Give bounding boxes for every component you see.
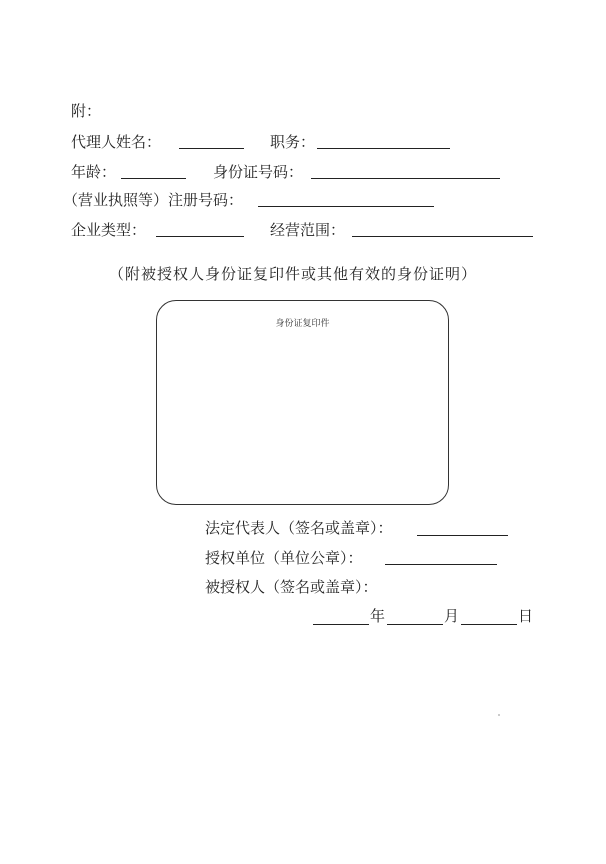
- authorizing-unit-blank[interactable]: [385, 564, 497, 565]
- legal-rep-label: 法定代表人（签名或盖章）：: [205, 519, 393, 537]
- business-scope-label: 经营范围：: [270, 221, 346, 239]
- agent-name-label: 代理人姓名：: [71, 133, 162, 151]
- month-blank[interactable]: [387, 624, 443, 625]
- company-type-label: 企业类型：: [71, 221, 147, 239]
- registration-label: （营业执照等）注册号码：: [63, 191, 244, 209]
- business-scope-blank[interactable]: [352, 236, 533, 237]
- year-blank[interactable]: [313, 624, 369, 625]
- scan-speck: [498, 714, 500, 716]
- day-label: 日: [518, 607, 534, 625]
- id-number-label: 身份证号码：: [213, 163, 304, 181]
- authorized-person-label: 被授权人（签名或盖章）：: [205, 578, 378, 596]
- age-label: 年龄：: [71, 163, 117, 181]
- day-blank[interactable]: [461, 624, 517, 625]
- attachment-label: 附：: [71, 102, 102, 120]
- company-type-blank[interactable]: [156, 236, 244, 237]
- position-blank[interactable]: [317, 148, 450, 149]
- id-copy-note: （附被授权人身份证复印件或其他有效的身份证明）: [109, 265, 478, 283]
- agent-name-blank[interactable]: [179, 148, 244, 149]
- registration-blank[interactable]: [258, 206, 434, 207]
- id-copy-box: [156, 300, 449, 505]
- id-copy-box-label: 身份证复印件: [275, 319, 330, 329]
- authorizing-unit-label: 授权单位（单位公章）：: [205, 549, 363, 567]
- age-blank[interactable]: [121, 178, 186, 179]
- id-number-blank[interactable]: [311, 178, 500, 179]
- month-label: 月: [444, 607, 460, 625]
- legal-rep-blank[interactable]: [417, 535, 508, 536]
- year-label: 年: [370, 607, 386, 625]
- position-label: 职务：: [270, 133, 316, 151]
